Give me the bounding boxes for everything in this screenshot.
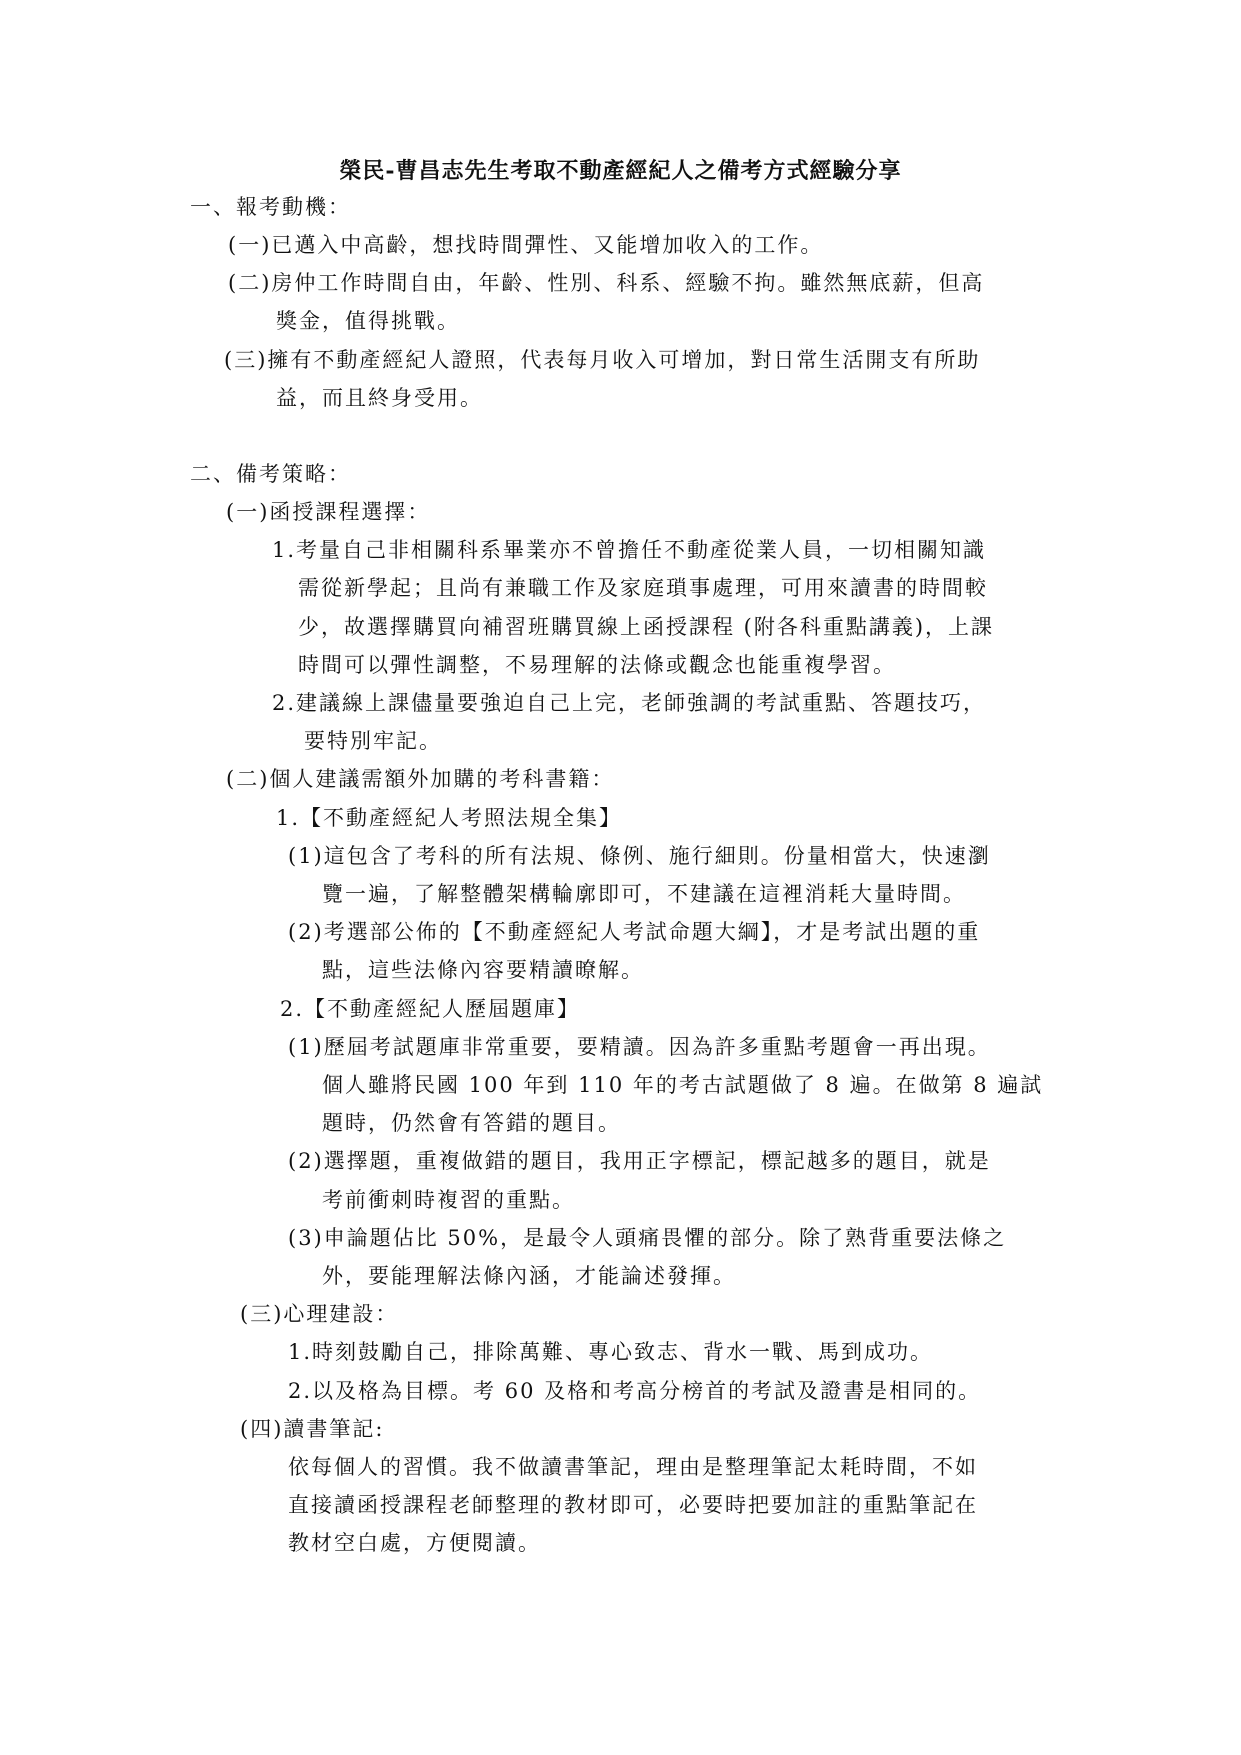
paragraph-line: 外，要能理解法條內涵，才能論述發揮。	[322, 1264, 736, 1288]
paragraph-line: 要特別牢記。	[304, 729, 442, 753]
subsection-heading: (一)函授課程選擇：	[226, 500, 431, 524]
paragraph-line: 少，故選擇購買向補習班購買線上函授課程 (附各科重點講義)，上課	[298, 615, 995, 639]
section-heading: 二、備考策略：	[190, 462, 351, 486]
paragraph-line: 益，而且終身受用。	[276, 386, 483, 410]
paragraph-line: 1.時刻鼓勵自己，排除萬難、專心致志、背水一戰、馬到成功。	[288, 1340, 934, 1364]
paragraph-line: 時間可以彈性調整，不易理解的法條或觀念也能重複學習。	[298, 653, 896, 677]
paragraph-line: (2)選擇題，重複做錯的題目，我用正字標記，標記越多的題目，就是	[288, 1149, 991, 1173]
document-title: 榮民-曹昌志先生考取不動產經紀人之備考方式經驗分享	[339, 158, 902, 184]
paragraph-line: (2)考選部公佈的【不動產經紀人考試命題大綱】，才是考試出題的重	[288, 920, 981, 944]
paragraph-line: 2.建議線上課儘量要強迫自己上完，老師強調的考試重點、答題技巧，	[272, 691, 987, 715]
paragraph-line: 需從新學起；且尚有兼職工作及家庭瑣事處理，可用來讀書的時間較	[298, 576, 988, 600]
paragraph-line: 覽一遍，了解整體架構輪廓即可，不建議在這裡消耗大量時間。	[322, 882, 966, 906]
paragraph-line: 2.以及格為目標。考 60 及格和考高分榜首的考試及證書是相同的。	[288, 1379, 982, 1403]
paragraph-line: 點，這些法條內容要精讀暸解。	[322, 958, 644, 982]
book-title-line: 2.【不動產經紀人歷屆題庫】	[280, 997, 581, 1021]
paragraph-line: (二)房仲工作時間自由，年齡、性別、科系、經驗不拘。雖然無底薪，但高	[228, 271, 985, 295]
paragraph-line: (1)這包含了考科的所有法規、條例、施行細則。份量相當大，快速瀏	[288, 844, 991, 868]
paragraph-line: 獎金，值得挑戰。	[276, 309, 460, 333]
paragraph-line: 1.考量自己非相關科系畢業亦不曾擔任不動產從業人員，一切相關知識	[272, 538, 987, 562]
paragraph-line: 考前衝刺時複習的重點。	[322, 1188, 575, 1212]
section-heading: 一、報考動機：	[190, 195, 351, 219]
book-title-line: 1.【不動產經紀人考照法規全集】	[276, 806, 623, 830]
paragraph-line: 題時，仍然會有答錯的題目。	[322, 1111, 621, 1135]
subsection-heading: (二)個人建議需額外加購的考科書籍：	[226, 767, 615, 791]
paragraph-line: 教材空白處，方便閱讀。	[288, 1531, 541, 1555]
paragraph-line: (3)申論題佔比 50%，是最令人頭痛畏懼的部分。除了熟背重要法條之	[288, 1226, 1007, 1250]
subsection-heading: (四)讀書筆記:	[240, 1417, 385, 1441]
paragraph-line: 直接讀函授課程老師整理的教材即可，必要時把要加註的重點筆記在	[288, 1493, 978, 1517]
paragraph-line: (三)擁有不動產經紀人證照，代表每月收入可增加，對日常生活開支有所助	[224, 348, 981, 372]
paragraph-line: 個人雖將民國 100 年到 110 年的考古試題做了 8 遍。在做第 8 遍試	[322, 1073, 1044, 1097]
subsection-heading: (三)心理建設：	[240, 1302, 399, 1326]
paragraph-line: (1)歷屆考試題庫非常重要，要精讀。因為許多重點考題會一再出現。	[288, 1035, 991, 1059]
paragraph-line: 依每個人的習慣。我不做讀書筆記，理由是整理筆記太耗時間，不如	[288, 1455, 978, 1479]
paragraph-line: (一)已邁入中高齡，想找時間彈性、又能增加收入的工作。	[228, 233, 824, 257]
